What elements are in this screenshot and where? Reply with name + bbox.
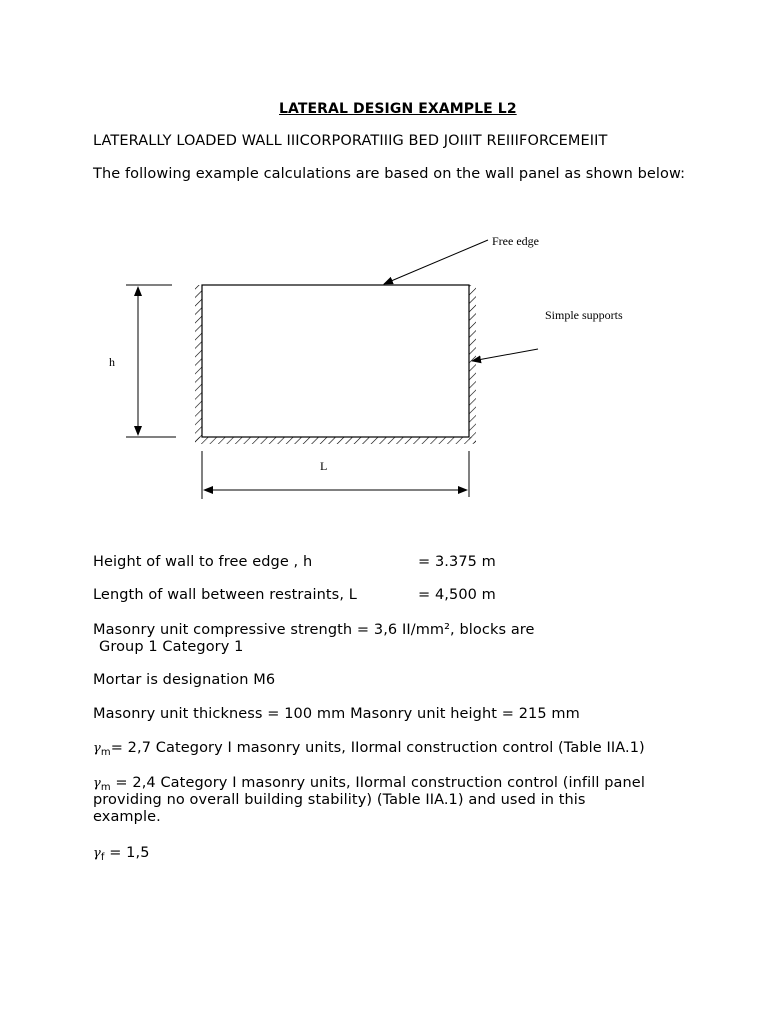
simple-supports-arrow bbox=[472, 349, 538, 361]
height-param-value: = 3.375 m bbox=[418, 554, 496, 570]
gamma-m-line-2b: providing no overall building stability) (Table IIA.1) and used in this bbox=[93, 792, 586, 808]
gamma-m-text-1: = 2,7 Category I masonry units, IIormal construction control (Table IIA.1) bbox=[110, 740, 645, 756]
gamma-f-line bbox=[93, 845, 150, 866]
gamma-subscript: m bbox=[100, 747, 111, 758]
block-group-line: Group 1 Category 1 bbox=[99, 639, 244, 655]
gamma-symbol: γ bbox=[93, 741, 101, 756]
thickness-height-line: Masonry unit thickness = 100 mm Masonry unit height = 215 mm bbox=[93, 706, 580, 722]
gamma-m-line-1 bbox=[93, 740, 645, 761]
gamma-m-line-2c: example. bbox=[93, 809, 161, 825]
length-param-label: Length of wall between restraints, L bbox=[93, 587, 357, 603]
simple-supports-label: Simple supports bbox=[545, 308, 623, 322]
gamma-symbol: γ bbox=[93, 846, 101, 861]
height-dimension bbox=[126, 285, 176, 437]
wall-panel-outline bbox=[202, 285, 469, 437]
intro-text: The following example calculations are based on the wall panel as shown below: bbox=[93, 166, 686, 182]
length-param-value: = 4,500 m bbox=[418, 587, 496, 603]
gamma-subscript: m bbox=[100, 782, 111, 793]
compressive-strength-line: Masonry unit compressive strength = 3,6 II/mm², blocks are bbox=[93, 622, 535, 638]
free-edge-label: Free edge bbox=[492, 234, 539, 248]
length-label: L bbox=[320, 459, 328, 473]
free-edge-arrow bbox=[384, 240, 488, 284]
gamma-f-text: = 1,5 bbox=[104, 845, 150, 861]
gamma-symbol: γ bbox=[93, 776, 101, 791]
height-label: h bbox=[109, 355, 115, 369]
document-subtitle: LATERALLY LOADED WALL IIICORPORATIIIG BED JOIIIT REIIIFORCEMEIIT bbox=[93, 133, 608, 149]
height-param-label: Height of wall to free edge , h bbox=[93, 554, 313, 570]
mortar-line: Mortar is designation M6 bbox=[93, 672, 276, 688]
left-support-hatch bbox=[195, 285, 202, 443]
gamma-subscript: f bbox=[100, 852, 105, 863]
right-support-hatch bbox=[469, 285, 476, 443]
gamma-m-text-2: = 2,4 Category I masonry units, IIormal construction control (infill panel bbox=[110, 775, 645, 791]
bottom-support-hatch bbox=[195, 437, 476, 444]
length-dimension bbox=[202, 451, 469, 499]
document-title: LATERAL DESIGN EXAMPLE L2 bbox=[279, 101, 517, 117]
